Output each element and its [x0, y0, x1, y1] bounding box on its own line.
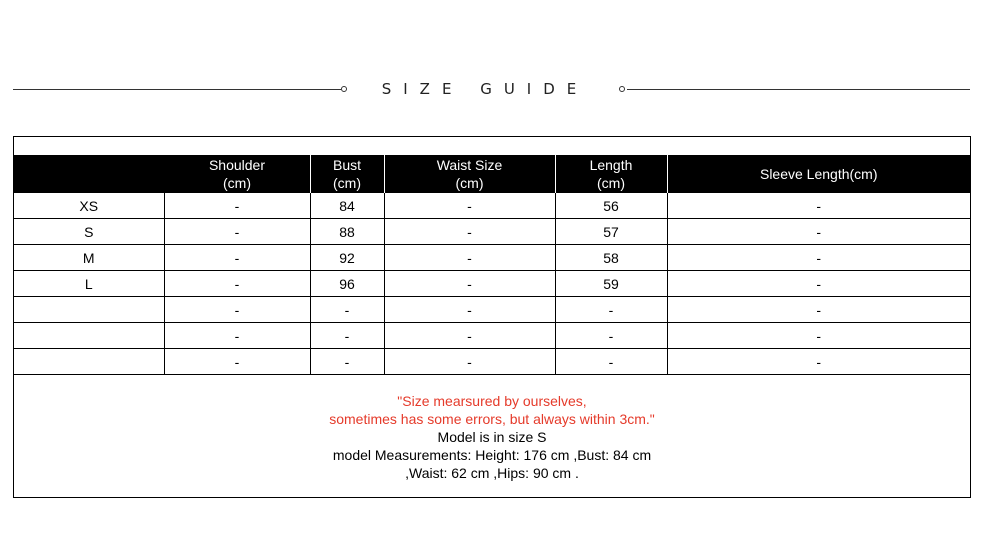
note-model-size: Model is in size S — [437, 429, 547, 445]
cell-sleeve-length: - — [667, 271, 970, 297]
table-row — [14, 245, 970, 271]
cell-size — [14, 349, 164, 375]
cell-waist: - — [384, 349, 555, 375]
cell-bust: - — [310, 349, 384, 375]
size-guide-frame — [13, 136, 971, 498]
size-notes — [14, 392, 970, 482]
table-row — [14, 323, 970, 349]
cell-shoulder: - — [164, 349, 310, 375]
header-rule-left — [13, 89, 341, 90]
cell-size: S — [14, 219, 164, 245]
cell-length: - — [555, 297, 667, 323]
cell-length: 58 — [555, 245, 667, 271]
page-title: SIZE GUIDE — [381, 80, 589, 98]
cell-length: - — [555, 349, 667, 375]
table-row — [14, 297, 970, 323]
cell-bust: 84 — [310, 193, 384, 219]
header-circle-right — [619, 86, 625, 92]
cell-shoulder: - — [164, 297, 310, 323]
cell-shoulder: - — [164, 323, 310, 349]
size-table — [14, 155, 970, 375]
cell-shoulder: - — [164, 271, 310, 297]
column-header-waist: Waist Size (cm) — [384, 155, 555, 193]
cell-waist: - — [384, 323, 555, 349]
table-row — [14, 193, 970, 219]
cell-waist: - — [384, 297, 555, 323]
cell-waist: - — [384, 271, 555, 297]
note-model-measurements-1: model Measurements: Height: 176 cm ,Bust: 84 cm — [332, 447, 652, 463]
cell-sleeve-length: - — [667, 297, 970, 323]
table-row — [14, 219, 970, 245]
cell-bust: 96 — [310, 271, 384, 297]
cell-shoulder: - — [164, 245, 310, 271]
column-header-sleeve-length: Sleeve Length(cm) — [667, 155, 970, 193]
note-error-tolerance: sometimes has some errors, but always within 3cm." — [329, 411, 655, 427]
table-header-row — [14, 155, 970, 193]
cell-shoulder: - — [164, 219, 310, 245]
cell-waist: - — [384, 193, 555, 219]
cell-sleeve-length: - — [667, 193, 970, 219]
cell-bust: 92 — [310, 245, 384, 271]
cell-waist: - — [384, 245, 555, 271]
header-circle-left — [341, 86, 347, 92]
table-row — [14, 271, 970, 297]
note-model-measurements-2: ,Waist: 62 cm ,Hips: 90 cm . — [405, 465, 579, 481]
cell-size — [14, 323, 164, 349]
cell-sleeve-length: - — [667, 219, 970, 245]
cell-shoulder: - — [164, 193, 310, 219]
header-rule-right — [627, 89, 970, 90]
cell-waist: - — [384, 219, 555, 245]
cell-bust: - — [310, 297, 384, 323]
cell-bust: - — [310, 323, 384, 349]
cell-bust: 88 — [310, 219, 384, 245]
cell-length: 56 — [555, 193, 667, 219]
cell-size: XS — [14, 193, 164, 219]
cell-size — [14, 297, 164, 323]
cell-length: 59 — [555, 271, 667, 297]
cell-sleeve-length: - — [667, 323, 970, 349]
column-header-shoulder: Shoulder (cm) — [164, 155, 310, 193]
table-row — [14, 349, 970, 375]
cell-size: M — [14, 245, 164, 271]
note-measured-by-us: "Size mearsured by ourselves, — [397, 393, 587, 409]
column-header-bust: Bust (cm) — [310, 155, 384, 193]
column-header-length: Length (cm) — [555, 155, 667, 193]
cell-sleeve-length: - — [667, 349, 970, 375]
cell-size: L — [14, 271, 164, 297]
cell-sleeve-length: - — [667, 245, 970, 271]
column-header-size — [14, 155, 164, 193]
cell-length: 57 — [555, 219, 667, 245]
cell-length: - — [555, 323, 667, 349]
